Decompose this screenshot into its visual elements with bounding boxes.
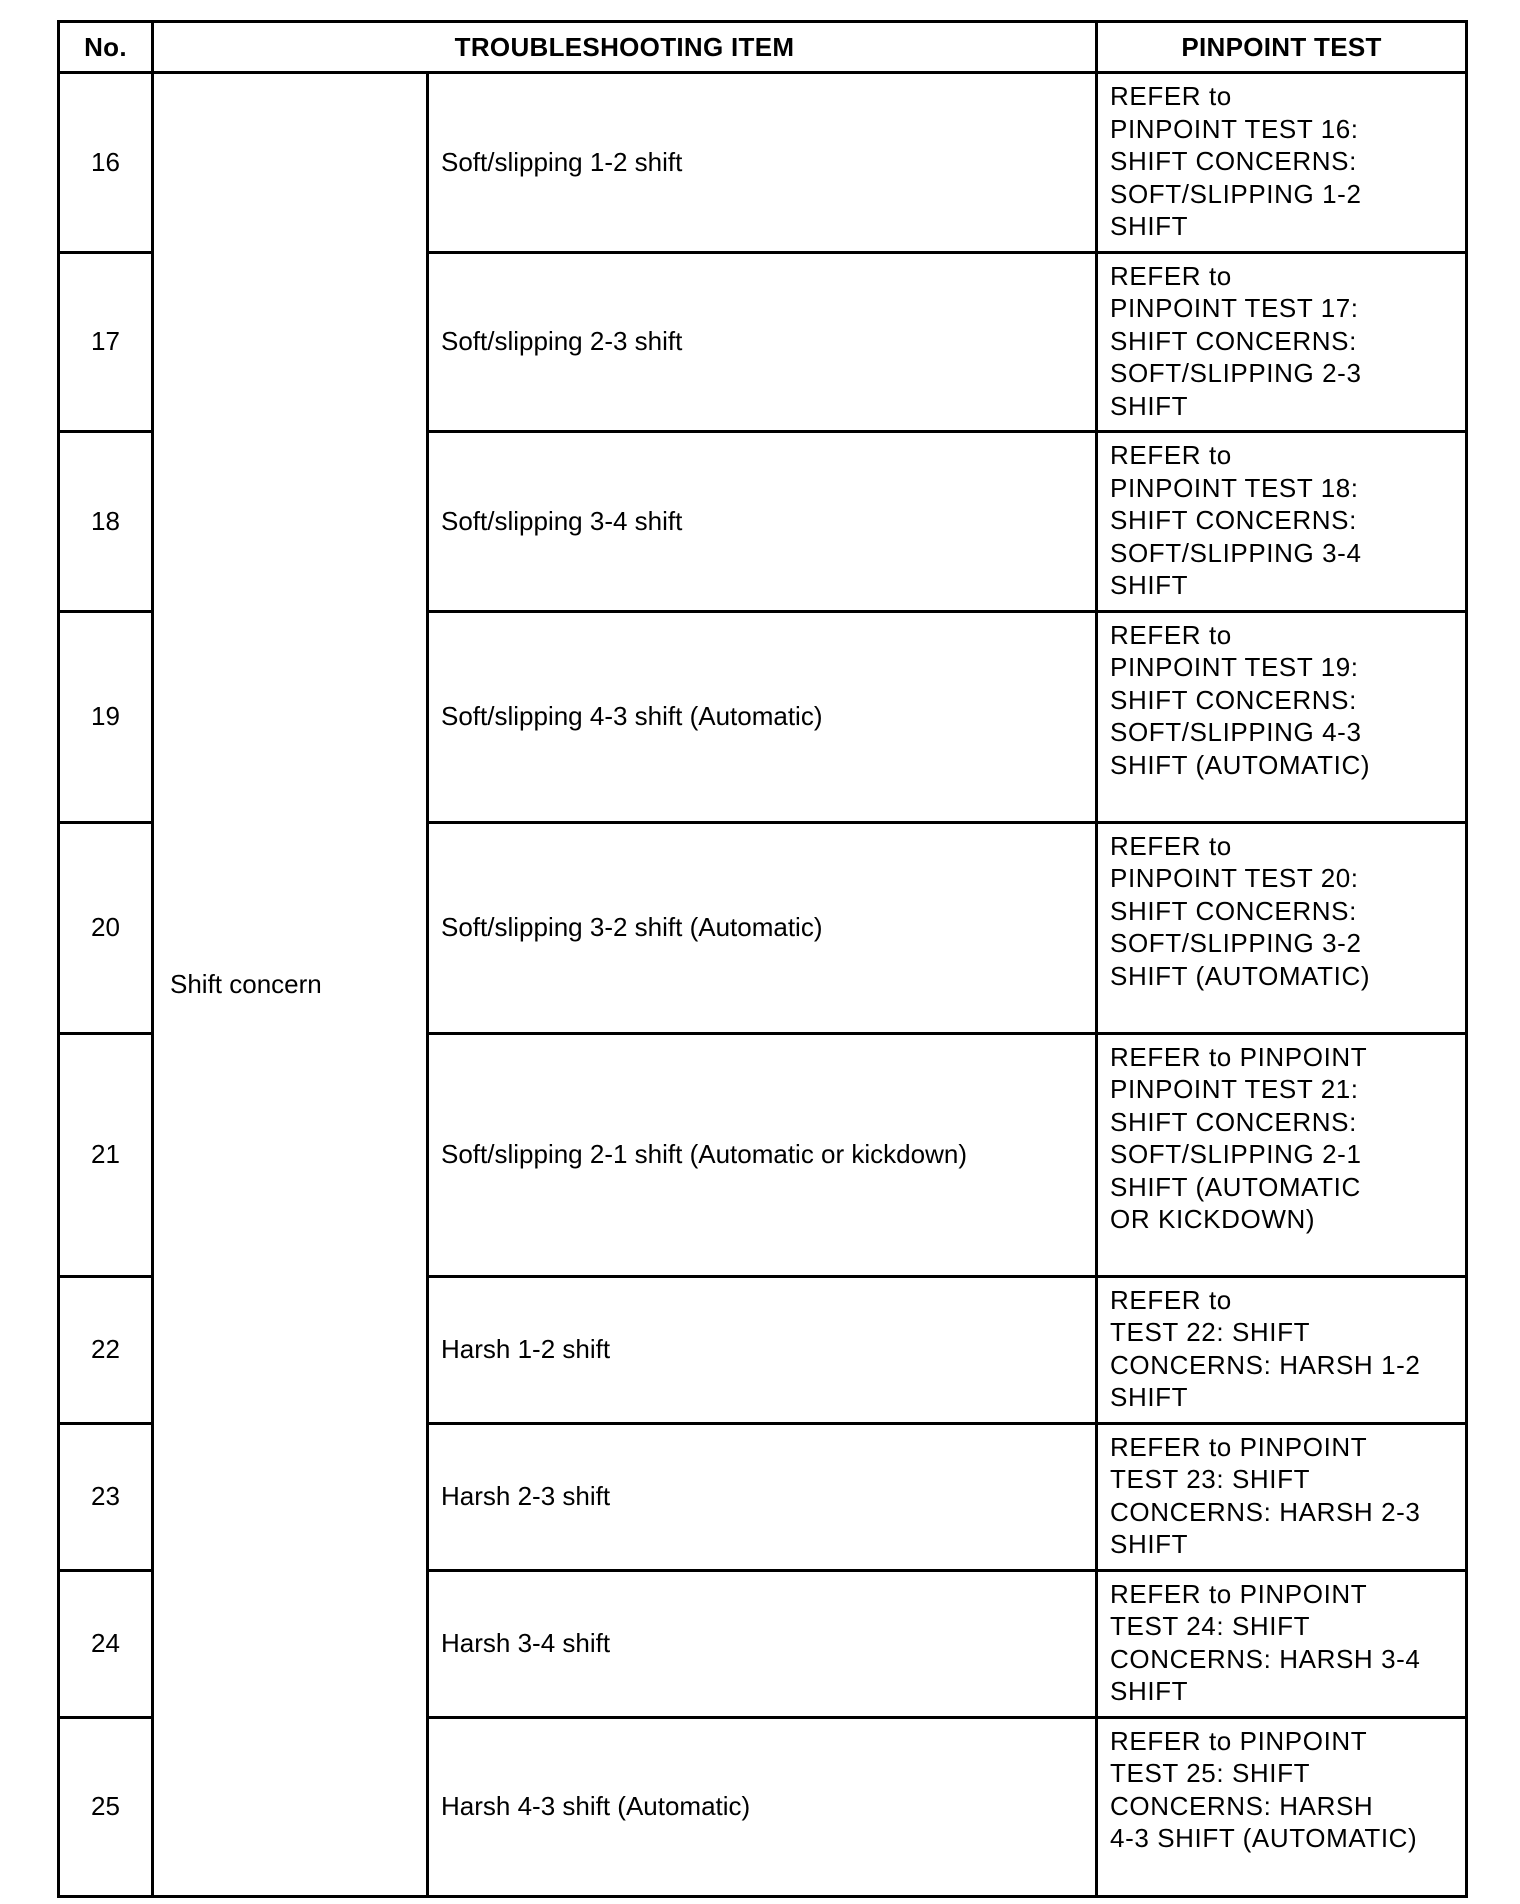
header-troubleshooting-item: TROUBLESHOOTING ITEM [153,22,1097,73]
header-pinpoint-test: PINPOINT TEST [1097,22,1467,73]
pinpoint-test-line: SHIFT [1110,390,1189,421]
pinpoint-test-line: SHIFT CONCERNS: [1110,895,1357,926]
pinpoint-test-line: REFER to [1110,830,1232,861]
troubleshooting-item: Harsh 2-3 shift [428,1423,1097,1570]
pinpoint-test-reference [1097,822,1467,1033]
pinpoint-test-line: PINPOINT TEST 17: [1110,293,1359,323]
troubleshooting-item: Soft/slipping 2-3 shift [428,252,1097,432]
pinpoint-test-line: SHIFT [1110,1676,1189,1706]
pinpoint-test-line: CONCERNS: HARSH 1-2 [1110,1349,1421,1380]
troubleshooting-item: Soft/slipping 3-4 shift [428,432,1097,612]
pinpoint-test-reference [1097,1033,1467,1276]
pinpoint-test-line: TEST 24: SHIFT [1110,1611,1311,1641]
pinpoint-test-line: 4-3 SHIFT (AUTOMATIC) [1110,1823,1418,1853]
troubleshooting-item: Soft/slipping 4-3 shift (Automatic) [428,611,1097,822]
pinpoint-test-line: SHIFT CONCERNS: [1110,505,1357,535]
row-number: 18 [59,432,153,612]
pinpoint-test-line: SOFT/SLIPPING 1-2 [1110,178,1362,209]
row-number: 20 [59,822,153,1033]
pinpoint-test-line: TEST 23: SHIFT [1110,1464,1311,1494]
troubleshooting-item: Harsh 3-4 shift [428,1570,1097,1717]
header-no: No. [59,22,153,73]
pinpoint-test-line: SHIFT CONCERNS: [1110,684,1357,715]
pinpoint-test-reference [1097,1423,1467,1570]
table-header-row [59,22,1467,73]
pinpoint-test-reference [1097,432,1467,612]
pinpoint-test-reference [1097,1570,1467,1717]
pinpoint-test-line: CONCERNS: HARSH 3-4 [1110,1643,1421,1674]
pinpoint-test-line: REFER to PINPOINT [1110,1431,1368,1462]
row-number: 16 [59,73,153,253]
table-row [59,73,1467,253]
troubleshooting-item: Harsh 1-2 shift [428,1276,1097,1423]
pinpoint-test-line: SOFT/SLIPPING 2-3 [1110,358,1362,388]
pinpoint-test-line: SOFT/SLIPPING 3-4 [1110,537,1362,568]
pinpoint-test-line: REFER to PINPOINT [1110,1725,1368,1756]
row-number: 24 [59,1570,153,1717]
pinpoint-test-reference [1097,1717,1467,1896]
pinpoint-test-line: SHIFT [1110,211,1189,241]
table-body [59,73,1467,1897]
pinpoint-test-reference [1097,611,1467,822]
pinpoint-test-line: REFER to PINPOINT [1110,1041,1368,1072]
pinpoint-test-line: REFER to [1110,619,1232,650]
troubleshooting-item: Soft/slipping 1-2 shift [428,73,1097,253]
pinpoint-test-line: SHIFT (AUTOMATIC [1110,1171,1361,1202]
pinpoint-test-line: SHIFT CONCERNS: [1110,1106,1357,1137]
pinpoint-test-line: REFER to [1110,260,1232,291]
pinpoint-test-line: SHIFT CONCERNS: [1110,146,1357,176]
pinpoint-test-reference [1097,1276,1467,1423]
pinpoint-test-line: SOFT/SLIPPING 4-3 [1110,717,1362,747]
pinpoint-test-line: SHIFT CONCERNS: [1110,325,1357,356]
pinpoint-test-line: SHIFT (AUTOMATIC) [1110,960,1371,991]
row-number: 23 [59,1423,153,1570]
pinpoint-test-line: PINPOINT TEST 21: [1110,1074,1359,1104]
category-shift-concern: Shift concern [153,73,428,1897]
pinpoint-test-line: SOFT/SLIPPING 2-1 [1110,1139,1362,1169]
pinpoint-test-line: REFER to [1110,440,1232,470]
row-number: 19 [59,611,153,822]
row-number: 25 [59,1717,153,1896]
pinpoint-test-line: REFER to [1110,1284,1232,1315]
pinpoint-test-reference [1097,252,1467,432]
troubleshooting-item: Soft/slipping 3-2 shift (Automatic) [428,822,1097,1033]
pinpoint-test-reference [1097,73,1467,253]
pinpoint-test-line: CONCERNS: HARSH 2-3 [1110,1496,1421,1527]
troubleshooting-page [57,20,1465,1898]
pinpoint-test-line: PINPOINT TEST 16: [1110,113,1359,144]
row-number: 17 [59,252,153,432]
troubleshooting-item: Harsh 4-3 shift (Automatic) [428,1717,1097,1896]
pinpoint-test-line: CONCERNS: HARSH [1110,1790,1374,1821]
troubleshooting-table [57,20,1468,1898]
pinpoint-test-line: REFER to [1110,81,1232,111]
pinpoint-test-line: SHIFT [1110,570,1189,600]
row-number: 21 [59,1033,153,1276]
pinpoint-test-line: PINPOINT TEST 18: [1110,472,1359,503]
pinpoint-test-line: SHIFT [1110,1529,1189,1559]
pinpoint-test-line: PINPOINT TEST 19: [1110,652,1359,682]
pinpoint-test-line: PINPOINT TEST 20: [1110,863,1359,893]
troubleshooting-item: Soft/slipping 2-1 shift (Automatic or kickdown) [428,1033,1097,1276]
pinpoint-test-line: TEST 22: SHIFT [1110,1317,1311,1347]
pinpoint-test-line: SHIFT (AUTOMATIC) [1110,749,1371,780]
pinpoint-test-line: TEST 25: SHIFT [1110,1758,1311,1788]
pinpoint-test-line: SOFT/SLIPPING 3-2 [1110,928,1362,958]
pinpoint-test-line: REFER to PINPOINT [1110,1578,1368,1609]
pinpoint-test-line: SHIFT [1110,1382,1189,1412]
row-number: 22 [59,1276,153,1423]
pinpoint-test-line: OR KICKDOWN) [1110,1204,1316,1234]
